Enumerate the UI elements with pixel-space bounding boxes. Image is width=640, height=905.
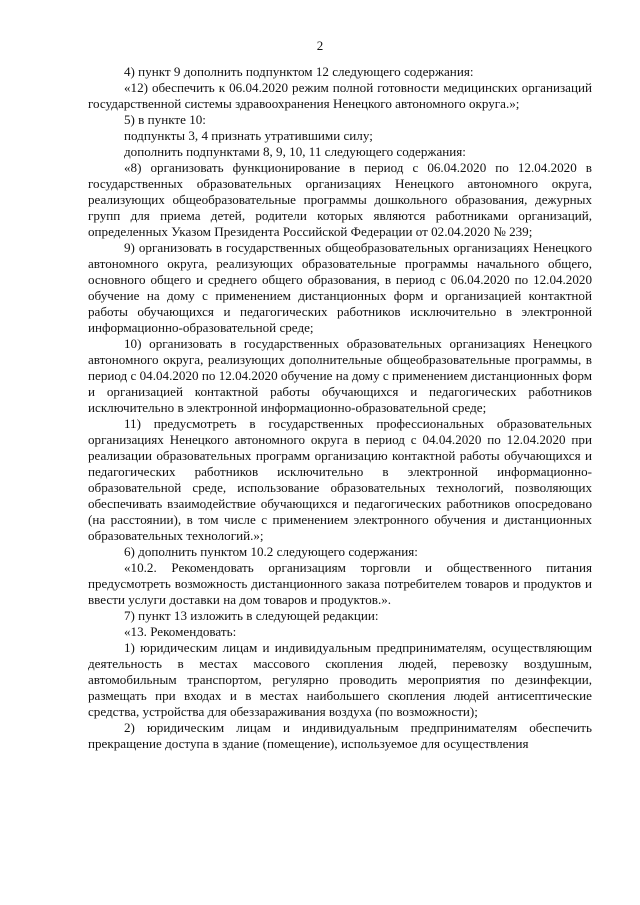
paragraph: 9) организовать в государственных общеобразовательных организациях Ненецкого автономного округа, реализующих образовательные программы начального общего, основного общего и среднего общего образования, в период с 06.04.2020 по 12.04.2020 обучение на дому с применением дистанционных форм и организацией контактной работы обучающихся и педагогических работников исключительно в электронной информационно-образовательной среде; [88,240,592,335]
paragraph: 5) в пункте 10: [124,112,206,127]
paragraph: 1) юридическим лицам и индивидуальным предпринимателям, осуществляющим деятельность в местах массового скопления людей, перевозку воздушным, автомобильным транспортом, регулярно проводить мероприятия по дезинфекции, размещать при входах и в местах наибольшего скопления людей антисептические средства, устройства для обеззараживания воздуха (по возможности); [88,640,592,719]
paragraph: подпункты 3, 4 признать утратившими силу; [124,128,373,143]
paragraph: «8) организовать функционирование в период с 06.04.2020 по 12.04.2020 в государственных образовательных организациях Ненецкого автономного округа, реализующих общеобразовательные программы дошкольного образования, дежурных групп для приема детей, родители которых являются работниками организаций, определенных Указом Президента Российской Федерации от 02.04.2020 № 239; [88,160,592,239]
paragraph: 10) организовать в государственных образовательных организациях Ненецкого автономного округа, реализующих дополнительные общеобразовательные программы, в период с 04.04.2020 по 12.04.2020 обучение на дому с применением дистанционных форм и организацией контактной работы обучающихся и педагогических работников исключительно в электронной информационно-образовательной среде; [88,336,592,415]
paragraph: 7) пункт 13 изложить в следующей редакции: [124,608,379,623]
paragraph: 2) юридическим лицам и индивидуальным предпринимателям обеспечить прекращение доступа в здание (помещение), используемое для осуществления [88,720,592,751]
paragraph: 11) предусмотреть в государственных профессиональных образовательных организациях Ненецкого автономного округа в период с 04.04.2020 по 12.04.2020 при реализации образовательных программ организацию контактной работы обучающихся и педагогических работников исключительно в электронной информационно-образовательной среде, использование образовательных технологий, позволяющих обеспечивать взаимодействие обучающихся и педагогических работников опосредовано (на расстоянии), в том числе с применением электронного обучения и дистанционных образовательных технологий.»; [88,416,592,543]
paragraph: 6) дополнить пунктом 10.2 следующего содержания: [124,544,418,559]
document-body [88,64,592,752]
paragraph: дополнить подпунктами 8, 9, 10, 11 следующего содержания: [124,144,466,159]
paragraph: «12) обеспечить к 06.04.2020 режим полной готовности медицинских организаций государственной системы здравоохранения Ненецкого автономного округа.»; [88,80,592,111]
page-number: 2 [316,38,324,53]
paragraph: «10.2. Рекомендовать организациям торговли и общественного питания предусмотреть возможность дистанционного заказа потребителем товаров и продуктов и ввести услуги доставки на дом товаров и продуктов.». [88,560,592,607]
paragraph: «13. Рекомендовать: [124,624,237,639]
paragraph: 4) пункт 9 дополнить подпунктом 12 следующего содержания: [124,64,474,79]
